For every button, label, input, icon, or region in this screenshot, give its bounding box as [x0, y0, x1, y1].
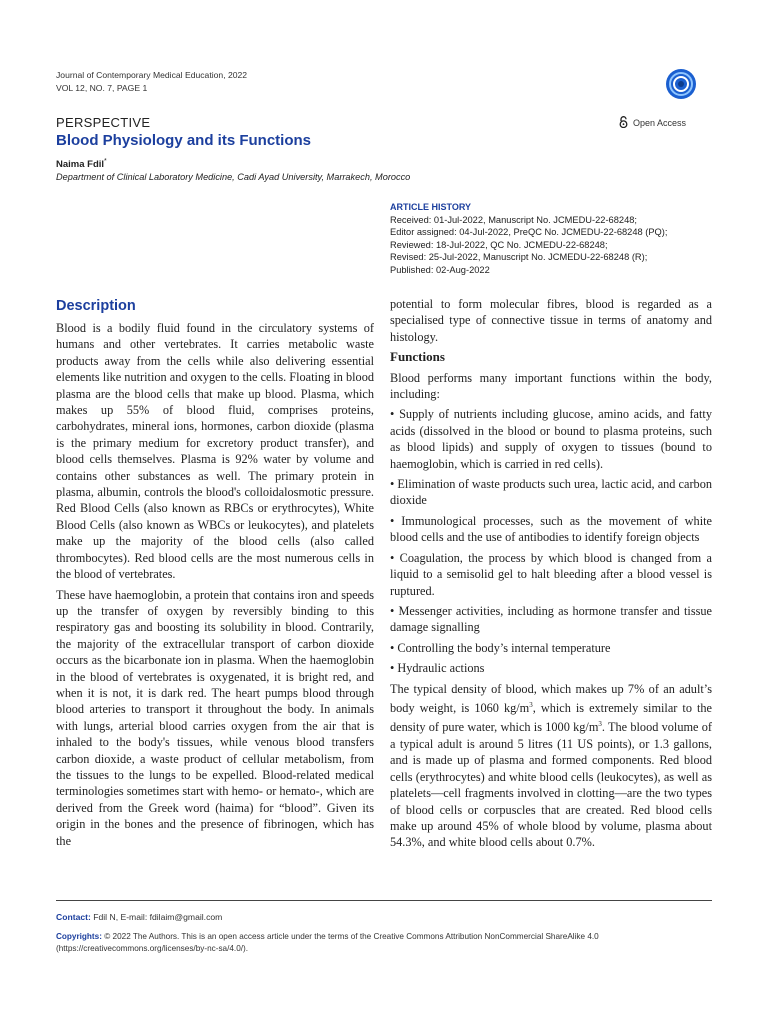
density-text: , which is extremely similar to the density of pure water, which is 1000 kg/m — [390, 701, 712, 735]
functions-heading: Functions — [390, 349, 445, 365]
right-column — [390, 296, 712, 855]
density-paragraph — [390, 681, 712, 851]
article-history-heading: ARTICLE HISTORY — [390, 202, 472, 212]
function-bullet: • Supply of nutrients including glucose, amino acids, and fatty acids (dissolved in the blood or bound to plasma proteins, such as blood lipids) and supply of oxygen to tissues (bound to haemoglobin, which is carried in red cells). — [390, 407, 712, 471]
body-paragraph: These have haemoglobin, a protein that contains iron and speeds up the transfer of oxygen by reversibly binding to this respiratory gas and boosting its solubility in blood. Contrarily, the majority of the extracellular transport of carbon dioxide occurs as the bicarbonate ion in plasma. When the haemoglobin in the blood of vertebrates is oxygenated, it is bright red, and when it is not, it is dark red. The heart pumps blood through blood arteries to transport it throughout the body. In animals with lungs, arterial blood carries oxygen from the air that is inhaled to the body's tissues, while venous blood transfers carbon dioxide, a waste product of cellular metabolism, from the tissues to the lungs to be expelled. Blood-related medical terminologies sometimes start with hemo- or hemato-, which are derived from the Greek word (haima) for “blood”. Given its origin in the bones and the presence of fibrinogen, which has the — [56, 587, 374, 848]
contact-label: Contact: — [56, 912, 91, 922]
function-bullet: • Immunological processes, such as the movement of white blood cells and the use of antibodies to identify foreign objects — [390, 513, 712, 545]
function-bullet: • Hydraulic actions — [390, 661, 485, 676]
functions-intro: Blood performs many important functions within the body, including: — [390, 370, 712, 402]
function-bullet: • Coagulation, the process by which blood is changed from a liquid to a semisolid gel to halt bleeding after a blood vessel is ruptured. — [390, 550, 712, 598]
journal-line: Journal of Contemporary Medical Education, 2022 — [56, 70, 248, 80]
author-mark: * — [104, 158, 107, 165]
contact-line — [56, 912, 222, 922]
history-received: Received: 01-Jul-2022, Manuscript No. JCMEDU-22-68248; — [390, 214, 637, 225]
history-revised: Revised: 25-Jul-2022, Manuscript No. JCMEDU-22-68248 (R); — [390, 252, 648, 263]
left-column — [56, 320, 374, 853]
history-published: Published: 02-Aug-2022 — [390, 264, 490, 275]
volume-line: VOL 12, NO. 7, PAGE 1 — [56, 83, 148, 93]
author-affiliation: Department of Clinical Laboratory Medicine, Cadi Ayad University, Marrakech, Morocco — [56, 172, 411, 182]
description-heading: Description — [56, 298, 136, 314]
function-bullet: • Elimination of waste products such urea, lactic acid, and carbon dioxide — [390, 477, 712, 508]
footer-divider — [56, 900, 712, 901]
function-bullet: • Controlling the body’s internal temperature — [390, 640, 611, 655]
superscript: 3 — [598, 720, 602, 729]
history-editor-assigned: Editor assigned: 04-Jul-2022, PreQC No. JCMEDU-22-68248 (PQ); — [390, 227, 668, 238]
body-paragraph: Blood is a bodily fluid found in the circulatory systems of humans and other vertebrates. It carries metabolic waste products away from the cells while also delivering essential elements like nutrition and oxygen to the cells. Floating in blood plasma are the blood cells that make up blood. Plasma, which makes up 55% of blood fluid, comprises proteins, carbohydrates, mineral ions, hormones, carbon dioxide (plasma is the primary medium for excretory product transfer), and blood cells themselves. Plasma is 92% water by volume and contains other substances as well. The primary protein in plasma, albumin, controls the blood's colloidalosmotic pressure. Red Blood Cells (also known as RBCs or erythrocytes), White Blood Cells (also known as WBCs or leukocytes), and platelets make up the majority of the blood cells (also called thrombocytes). Red blood cells are the most numerous cells in the blood of vertebrates. — [56, 321, 374, 582]
author-name-text: Naima Fdil — [56, 159, 105, 171]
article-history — [390, 201, 667, 277]
article-type: PERSPECTIVE — [56, 115, 151, 130]
density-text: . The blood volume of a typical adult is around 5 litres (11 US points), or 1.3 gallons, and is made up of plasma and formed components. Red blood cells (erythrocytes) and white blood cells (leukocytes), as well as platelets—cell fragments involved in clotting—are the two types of blood cells or corpuscles that are created. Red blood cells make up around 45% of whole blood by volume, plasma about 54.3%, and white blood cells about 0.7%. — [390, 720, 713, 850]
copyright-line — [56, 931, 716, 955]
journal-logo-icon — [665, 68, 697, 100]
open-access-lock-icon — [619, 116, 628, 130]
copyright-label: Copyrights: — [56, 932, 102, 941]
superscript: 3 — [529, 700, 533, 709]
open-access-label: Open Access — [633, 118, 687, 128]
body-paragraph: potential to form molecular fibres, blood is regarded as a specialised type of connective tissue in terms of anatomy and histology. — [390, 297, 712, 344]
density-text: The typical density of blood, which makes up 7% of an adult’s body weight, is 1060 kg/m — [390, 681, 712, 716]
contact-text: Fdil N, E-mail: fdilaim@gmail.com — [90, 912, 223, 922]
article-title: Blood Physiology and its Functions — [56, 132, 312, 149]
function-bullet: • Messenger activities, including as hormone transfer and tissue damage signalling — [390, 603, 712, 635]
history-reviewed: Reviewed: 18-Jul-2022, QC No. JCMEDU-22-68248; — [390, 239, 608, 250]
copyright-text: © 2022 The Authors. This is an open access article under the terms of the Creative Commons Attribution NonCommercial ShareAlike 4.0 (https://creativecommons.org/licenses/by-nc-sa/4.0/). — [56, 932, 599, 953]
open-access-badge — [619, 116, 686, 130]
author-name — [56, 158, 107, 170]
journal-header — [56, 69, 247, 95]
